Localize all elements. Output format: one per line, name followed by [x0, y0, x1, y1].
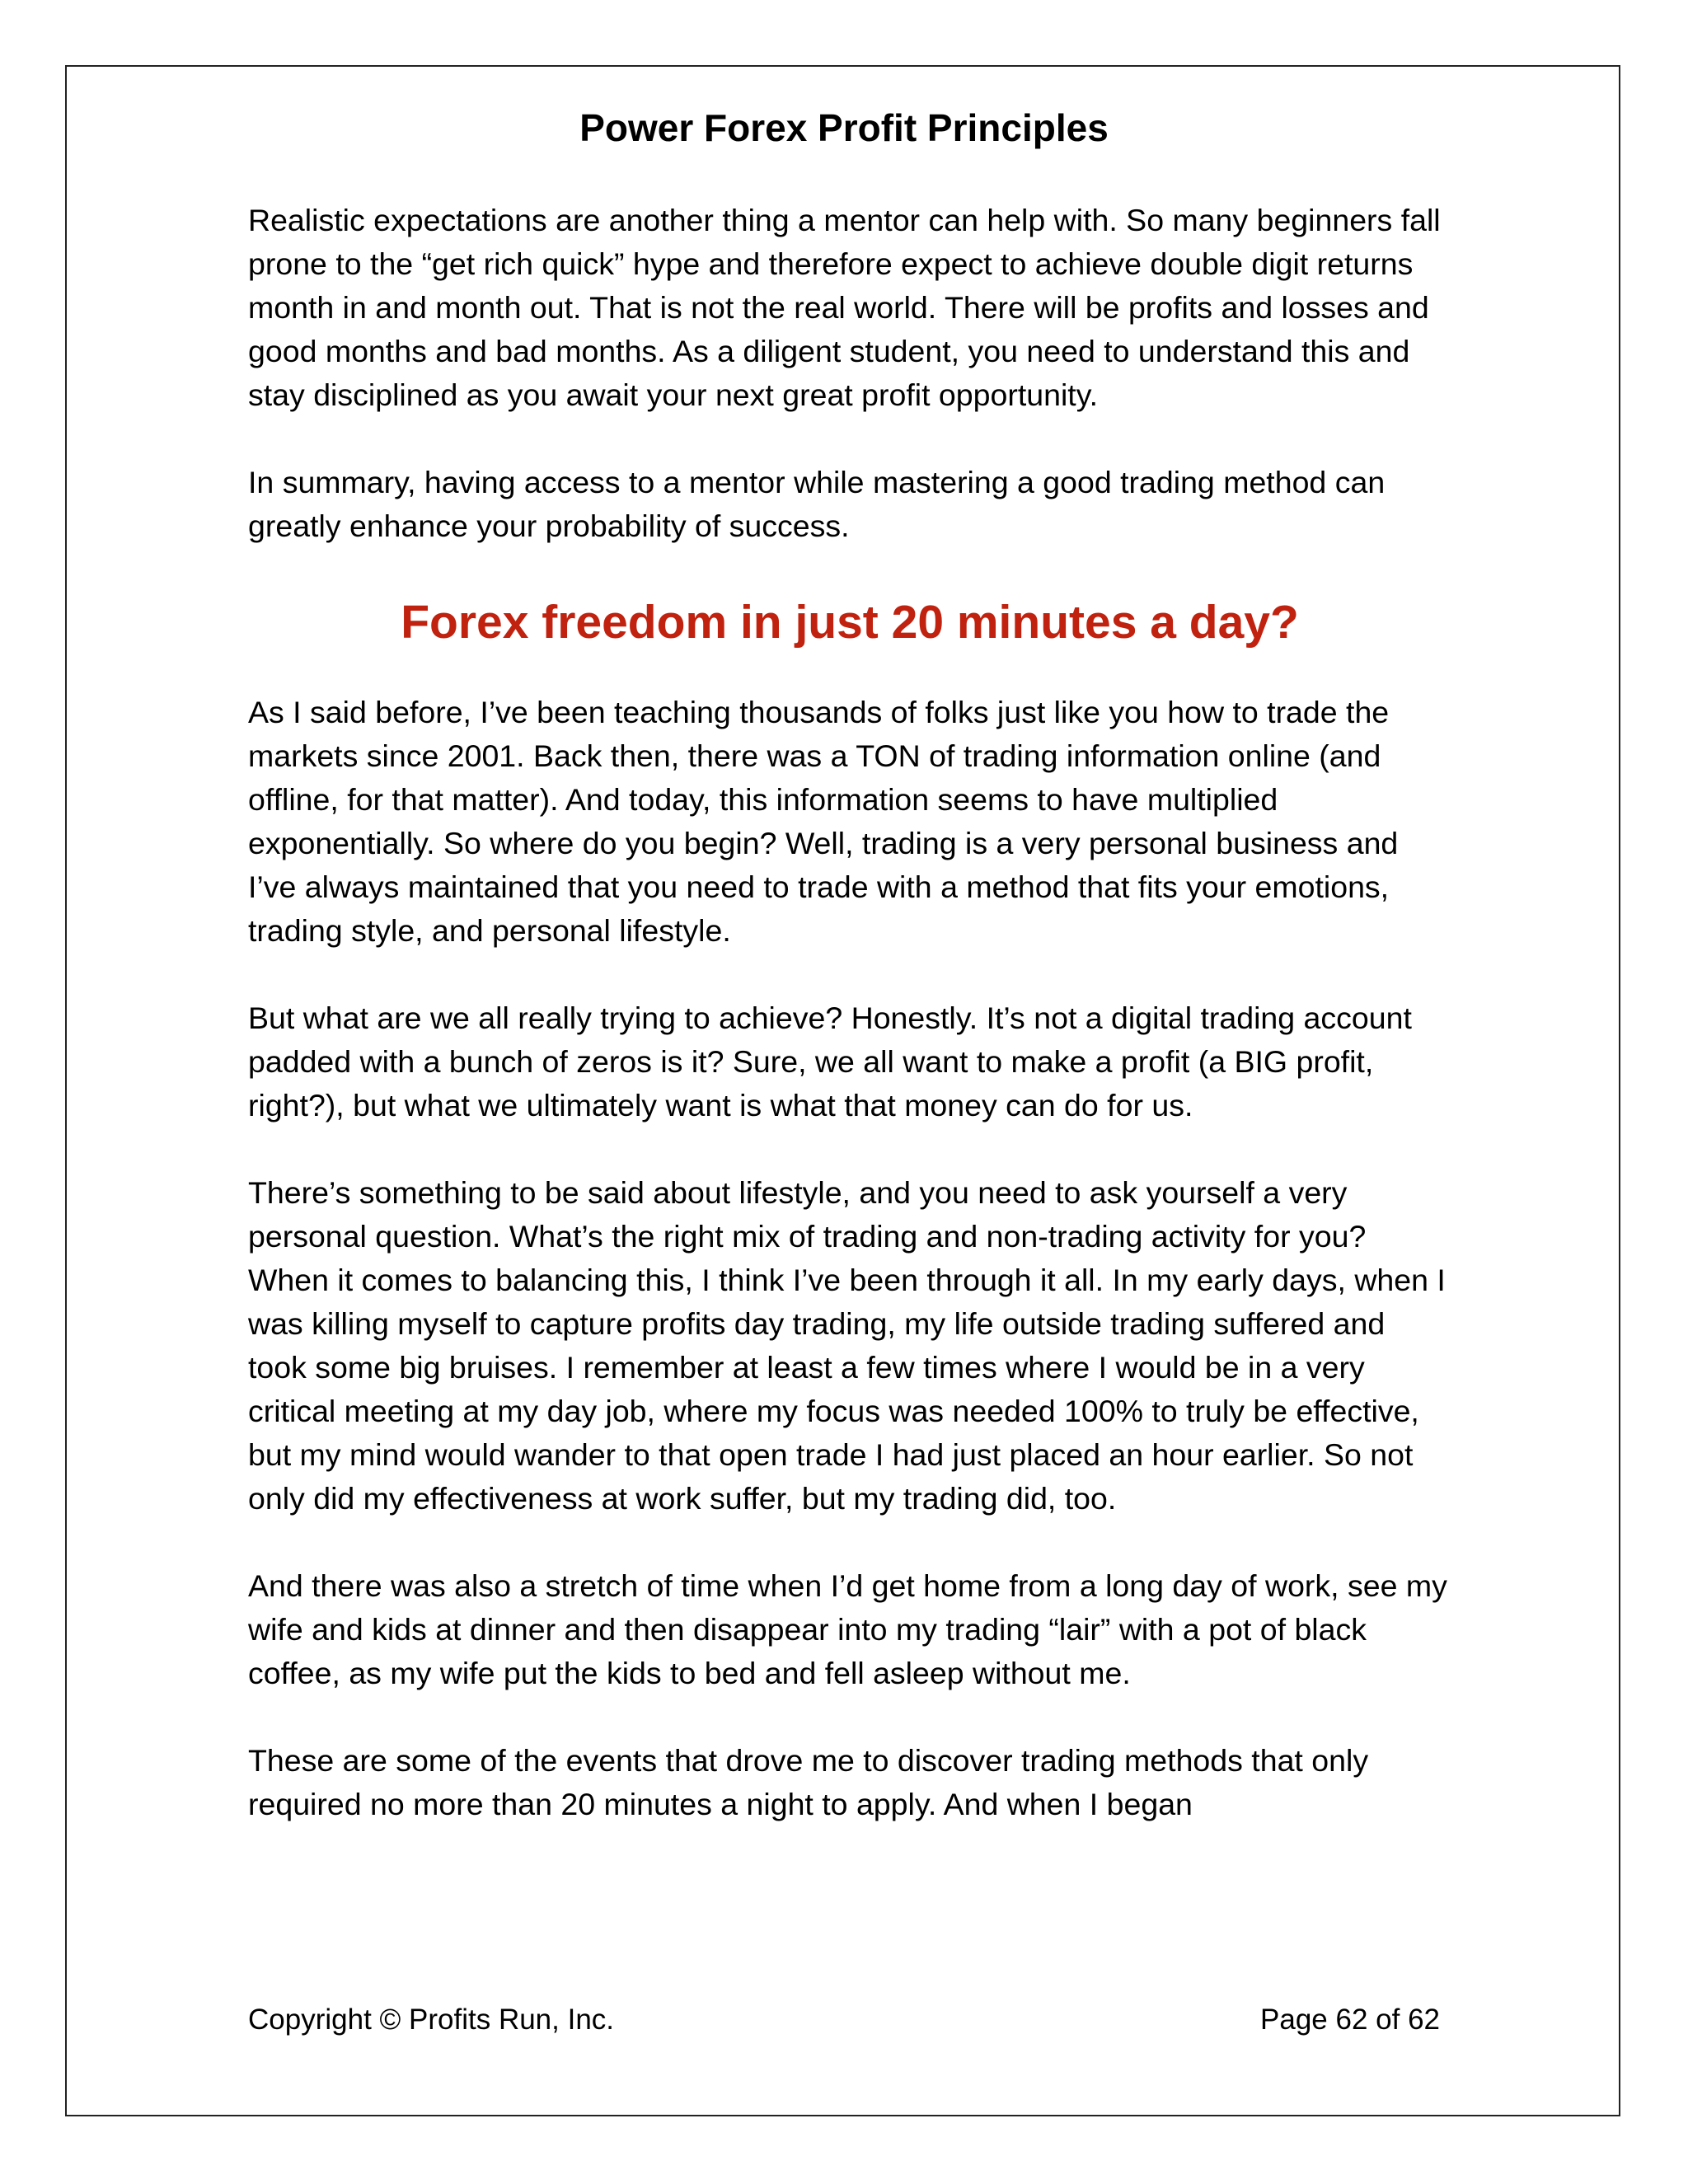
page-content [248, 199, 1451, 1826]
paragraph-teaching-since-2001: As I said before, I’ve been teaching thousands of folks just like you how to trade the markets since 2001. Back then, there was a TON of trading information online (and offline, for that matter). And today, this information seems to have multiplied exponentially. So where do you begin? Well, trading is a very personal business and I’ve always maintained that you need to trade with a method that fits your emotions, trading style, and personal lifestyle. [248, 695, 1399, 948]
footer-copyright: Copyright © Profits Run, Inc. [248, 2004, 615, 2036]
paragraph-summary: In summary, having access to a mentor while mastering a good trading method can greatly enhance your probability of success. [248, 465, 1386, 543]
page-footer [248, 2000, 1440, 2040]
paragraph-lifestyle: There’s something to be said about lifestyle, and you need to ask yourself a very personal question. What’s the right mix of trading and non-trading activity for you? When it comes to balancing this, I think I’ve been through it all. In my early days, when I was killing myself to capture profits day trading, my life outside trading suffered and took some big bruises. I remember at least a few times where I would be in a very critical meeting at my day job, where my focus was needed 100% to truly be effective, but my mind would wander to that open trade I had just placed an hour earlier. So not only did my effectiveness at work suffer, but my trading did, too. [248, 1175, 1446, 1516]
paragraph-trading-lair: And there was also a stretch of time when I’d get home from a long day of work, see my wife and kids at dinner and then disappear into my trading “lair” with a pot of black coffee, as my wife put the kids to bed and fell asleep without me. [248, 1568, 1447, 1690]
paragraph-mentor-expectations: Realistic expectations are another thing a mentor can help with. So many beginners fall prone to the “get rich quick” hype and therefore expect to achieve double digit returns month in and month out. That is not the real world. There will be profits and losses and good months and bad months. As a diligent student, you need to understand this and stay disciplined as you await your next great profit opportunity. [248, 203, 1441, 412]
paragraph-20-minutes: These are some of the events that drove me to discover trading methods that only required no more than 20 minutes a night to apply. And when I began [248, 1743, 1369, 1821]
section-heading: Forex freedom in just 20 minutes a day? [401, 596, 1299, 649]
paragraph-what-to-achieve: But what are we all really trying to achieve? Honestly. It’s not a digital trading account padded with a bunch of zeros is it? Sure, we all want to make a profit (a BIG profit, right?), but what we ultimately want is what that money can do for us. [248, 1001, 1412, 1122]
page-header-title: Power Forex Profit Principles [579, 106, 1109, 149]
footer-page-number: Page 62 of 62 [1260, 2004, 1440, 2036]
